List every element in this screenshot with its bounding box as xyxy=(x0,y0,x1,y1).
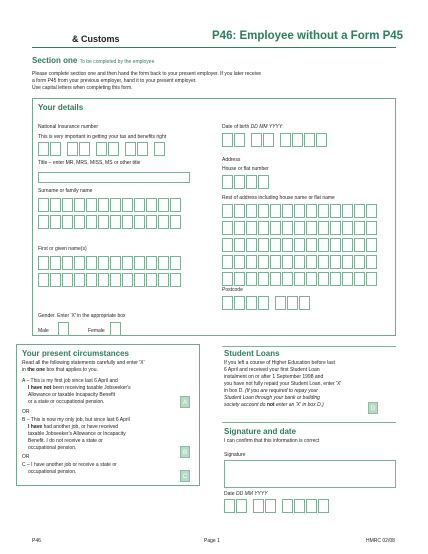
or-1: OR xyxy=(22,409,30,415)
address-label: Address xyxy=(222,157,241,163)
option-a-line-4: or a state or occupational pension. xyxy=(28,399,105,405)
signature-date-input[interactable] xyxy=(224,499,330,513)
female-label: Female xyxy=(88,328,105,334)
gender-label: Gender. Enter 'X' in the appropriate box xyxy=(38,313,126,319)
dob-label-text: Date of birth xyxy=(222,124,250,130)
option-a-emphasis: I have not xyxy=(28,385,52,391)
date-label xyxy=(224,491,268,497)
student-loans-rule xyxy=(222,346,396,347)
option-c-line-2: occupational pension. xyxy=(28,469,77,475)
date-format: DD MM YYYY xyxy=(235,491,268,497)
student-line-7-c: enter an 'X' in box D.) xyxy=(274,402,324,408)
address-input-row-3[interactable] xyxy=(222,238,378,252)
signature-label: Signature xyxy=(224,452,246,458)
dob-input[interactable] xyxy=(222,133,328,147)
student-line-5-italic: (If you are required to repay your xyxy=(245,388,318,394)
address-input-row-2[interactable] xyxy=(222,221,378,235)
signature-rule xyxy=(222,422,396,423)
option-a-line-2 xyxy=(28,385,131,391)
present-circumstances-title: Your present circumstances xyxy=(22,349,130,358)
footer-version: HMRC 02/08 xyxy=(366,538,395,544)
student-line-7-a: society account do xyxy=(224,402,267,408)
option-b-emphasis: I have xyxy=(28,424,43,430)
option-a-line-3: Allowance or taxable Incapacity Benefit xyxy=(28,392,115,398)
title-input[interactable] xyxy=(38,172,190,183)
first-name-input-row-1[interactable] xyxy=(38,256,182,270)
surname-input-row-1[interactable] xyxy=(38,198,182,212)
intro-line-3: Use capital letters when completing this form. xyxy=(32,85,133,91)
intro-2-emphasis: the one xyxy=(27,367,46,373)
circumstances-intro-2 xyxy=(22,367,98,373)
your-details-title: Your details xyxy=(38,103,84,112)
footer-form-code: P46 xyxy=(32,538,41,544)
female-checkbox[interactable] xyxy=(110,322,122,336)
rest-of-address-label: Rest of address including house name or flat name xyxy=(222,195,335,201)
section-one-heading xyxy=(32,56,154,65)
option-b-line-2-rest: had another job, or have received xyxy=(42,424,119,430)
surname-input-row-2[interactable] xyxy=(38,215,182,229)
first-name-input-row-2[interactable] xyxy=(38,273,182,287)
student-loan-checkbox-d[interactable]: D xyxy=(368,402,378,414)
address-input-row-1[interactable] xyxy=(222,204,378,218)
house-number-label: House or flat number xyxy=(222,166,269,172)
option-a-line-2-rest: been receiving taxable Jobseeker's xyxy=(51,385,131,391)
section-one-title: Section one xyxy=(32,56,78,65)
address-input-row-5[interactable] xyxy=(222,272,378,286)
option-b-line-5: occupational pension. xyxy=(28,445,77,451)
option-a-line-1: A – This is my first job since last 6 April and xyxy=(22,378,118,384)
student-line-6-italic: Student Loan through your bank or building xyxy=(224,395,320,401)
intro-line-2: a form P45 from your previous employer, hand it to your present employer. xyxy=(32,78,197,84)
date-label-text: Date xyxy=(224,491,235,497)
signature-title: Signature and date xyxy=(224,427,297,436)
student-line-6 xyxy=(224,395,320,401)
header-rule xyxy=(32,47,396,48)
option-c-checkbox[interactable]: C xyxy=(180,470,190,482)
intro-line-1: Please complete section one and then hand the form back to your present employer. If you later receive xyxy=(32,71,262,77)
student-line-3: instalment on or after 1 September 1998 and xyxy=(224,374,324,380)
student-line-1: If you left a course of Higher Education before last xyxy=(224,360,335,366)
student-loans-title: Student Loans xyxy=(224,349,280,358)
circumstances-intro-1: Read all the following statements carefully and enter 'X' xyxy=(22,360,145,366)
male-label: Male xyxy=(38,328,49,334)
title-label: Title – enter MR, MRS, MISS, MS or other title xyxy=(38,160,141,166)
ni-label: National Insurance number xyxy=(38,124,99,130)
option-a-checkbox[interactable]: A xyxy=(180,396,190,408)
dob-format: DD MM YYYY xyxy=(250,124,283,130)
student-line-4: you have not fully repaid your Student Loan, enter 'X' xyxy=(224,381,342,387)
student-line-7 xyxy=(224,402,324,408)
option-b-line-4: Benefit. I do not receive a state or xyxy=(28,438,103,444)
signature-input[interactable] xyxy=(224,460,396,488)
surname-label: Surname or family name xyxy=(38,188,93,194)
dob-label xyxy=(222,124,282,130)
option-b-line-2 xyxy=(28,424,118,430)
signature-confirm: I can confirm that this information is correct xyxy=(224,438,320,444)
address-input-row-4[interactable] xyxy=(222,255,378,269)
or-2: OR xyxy=(22,454,30,460)
student-line-2: 6 April and received your first Student Loan xyxy=(224,367,320,373)
option-c-line-1: C – I have another job or receive a state or xyxy=(22,462,117,468)
option-b-line-1: B – This is now my only job, but since last 6 April xyxy=(22,417,130,423)
postcode-label: Postcode xyxy=(222,287,243,293)
ni-number-input[interactable] xyxy=(38,142,166,156)
postcode-input[interactable] xyxy=(222,296,311,310)
student-line-5 xyxy=(224,388,318,394)
male-checkbox[interactable] xyxy=(58,322,70,336)
intro-2-prefix: in xyxy=(22,367,28,373)
form-title: P46: Employee without a Form P45 xyxy=(212,30,404,42)
student-line-7-not: not xyxy=(266,402,275,408)
student-line-5-prefix: in box D. xyxy=(224,388,246,394)
option-b-checkbox[interactable]: B xyxy=(180,446,190,458)
footer-page-number: Page 1 xyxy=(204,538,220,544)
ni-note: This is very important in getting your tax and benefits right xyxy=(38,134,167,140)
section-one-subtitle: To be completed by the employee xyxy=(79,59,155,65)
house-number-input[interactable] xyxy=(222,175,270,189)
first-name-label: First or given name(s) xyxy=(38,246,87,252)
hmrc-logo: & Customs xyxy=(72,34,120,44)
option-b-line-3: taxable Jobseeker's Allowance or Incapacity xyxy=(28,431,126,437)
intro-2-suffix: box that applies to you. xyxy=(45,367,98,373)
